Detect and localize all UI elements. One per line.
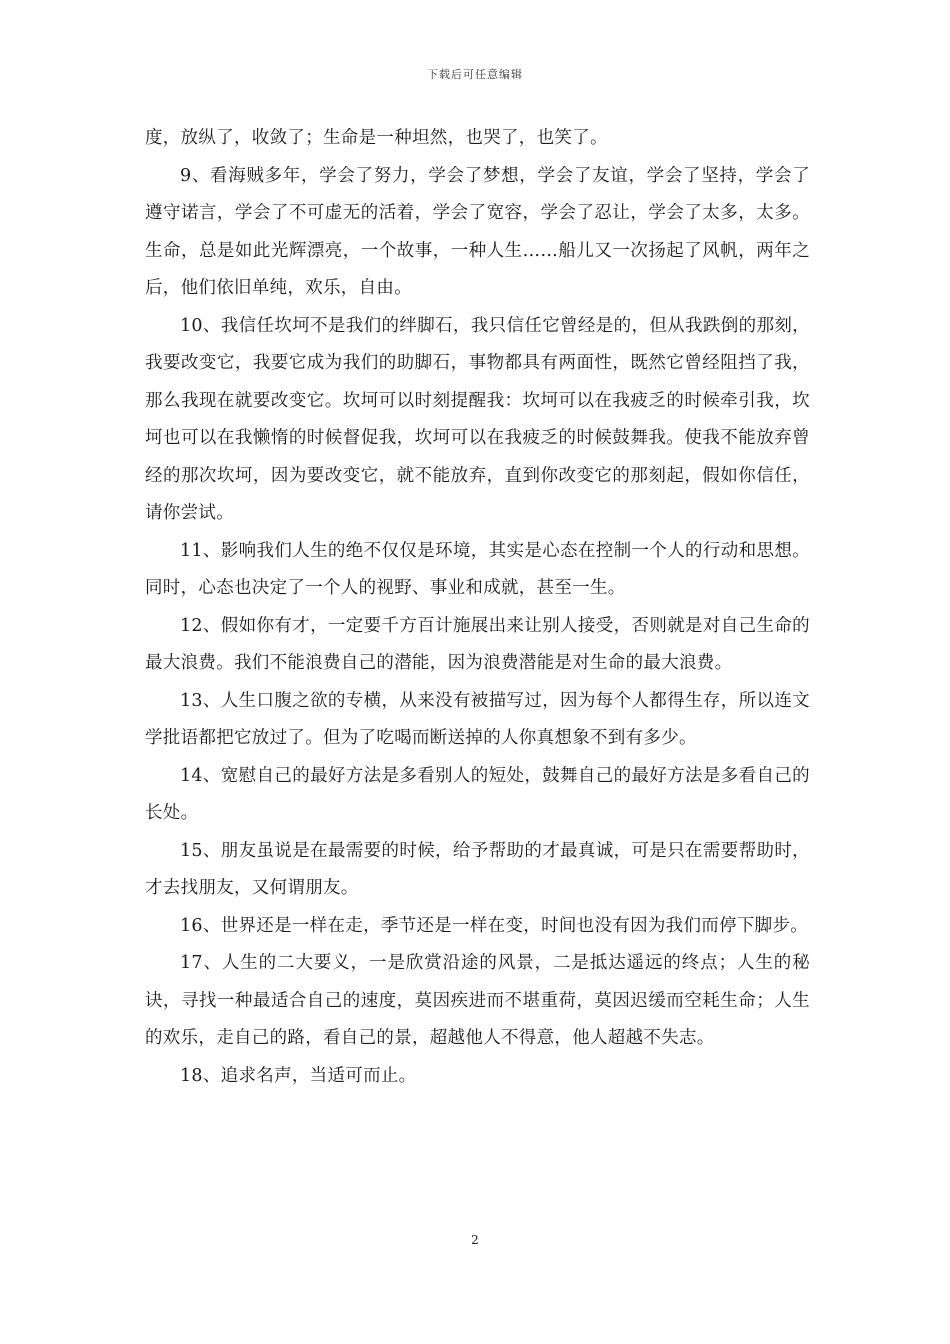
paragraph-12: 12、假如你有才，一定要千方百计施展出来让别人接受，否则就是对自己生命的最大浪费。我们不能浪费自己的潜能，因为浪费潜能是对生命的最大浪费。 xyxy=(145,615,810,673)
paragraph-18: 18、追求名声，当适可而止。 xyxy=(180,1065,417,1086)
paragraph-10: 10、我信任坎坷不是我们的绊脚石，我只信任它曾经是的，但从我跌倒的那刻，我要改变它，我要它成为我们的助脚石，事物都具有两面性，既然它曾经阻挡了我，那么我现在就要改变它。坎坷可以时刻提醒我：坎坷可以在我疲乏的时候牵引我，坎坷也可以在我懒惰的时候督促我，坎坷可以在我疲乏的时候鼓舞我。使我不能放弃曾经的那次坎坷，因为要改变它，就不能放弃，直到你改变它的那刻起，假如你信任，请你尝试。 xyxy=(145,315,810,523)
paragraph-continuation: 度，放纵了，收敛了；生命是一种坦然，也哭了，也笑了。 xyxy=(145,128,608,148)
paragraph-16: 16、世界还是一样在走，季节还是一样在变，时间也没有因为我们而停下脚步。 xyxy=(180,915,809,936)
page-number: 2 xyxy=(471,1233,479,1247)
document-body xyxy=(145,120,810,1095)
paragraph-9: 9、看海贼多年，学会了努力，学会了梦想，学会了友谊，学会了坚持，学会了遵守诺言，学会了不可虚无的活着，学会了宽容，学会了忍让，学会了太多，太多。生命，总是如此光辉漂亮，一个故事，一种人生……船儿又一次扬起了风帆，两年之后，他们依旧单纯，欢乐，自由。 xyxy=(145,165,810,298)
paragraph-15: 15、朋友虽说是在最需要的时候，给予帮助的才最真诚，可是只在需要帮助时，才去找朋友，又何谓朋友。 xyxy=(145,840,810,898)
paragraph-11: 11、影响我们人生的绝不仅仅是环境，其实是心态在控制一个人的行动和思想。同时，心态也决定了一个人的视野、事业和成就，甚至一生。 xyxy=(145,540,810,598)
paragraph-17: 17、人生的二大要义，一是欣赏沿途的风景，二是抵达遥远的终点；人生的秘诀，寻找一种最适合自己的速度，莫因疾进而不堪重荷，莫因迟缓而空耗生命；人生的欢乐，走自己的路，看自己的景，超越他人不得意，他人超越不失志。 xyxy=(145,953,810,1048)
paragraph-14: 14、宽慰自己的最好方法是多看别人的短处，鼓舞自己的最好方法是多看自己的长处。 xyxy=(145,765,810,823)
paragraph-13: 13、人生口腹之欲的专横，从来没有被描写过，因为每个人都得生存，所以连文学批语都把它放过了。但为了吃喝而断送掉的人你真想象不到有多少。 xyxy=(145,690,810,748)
page-header: 下载后可任意编辑 xyxy=(427,68,523,81)
